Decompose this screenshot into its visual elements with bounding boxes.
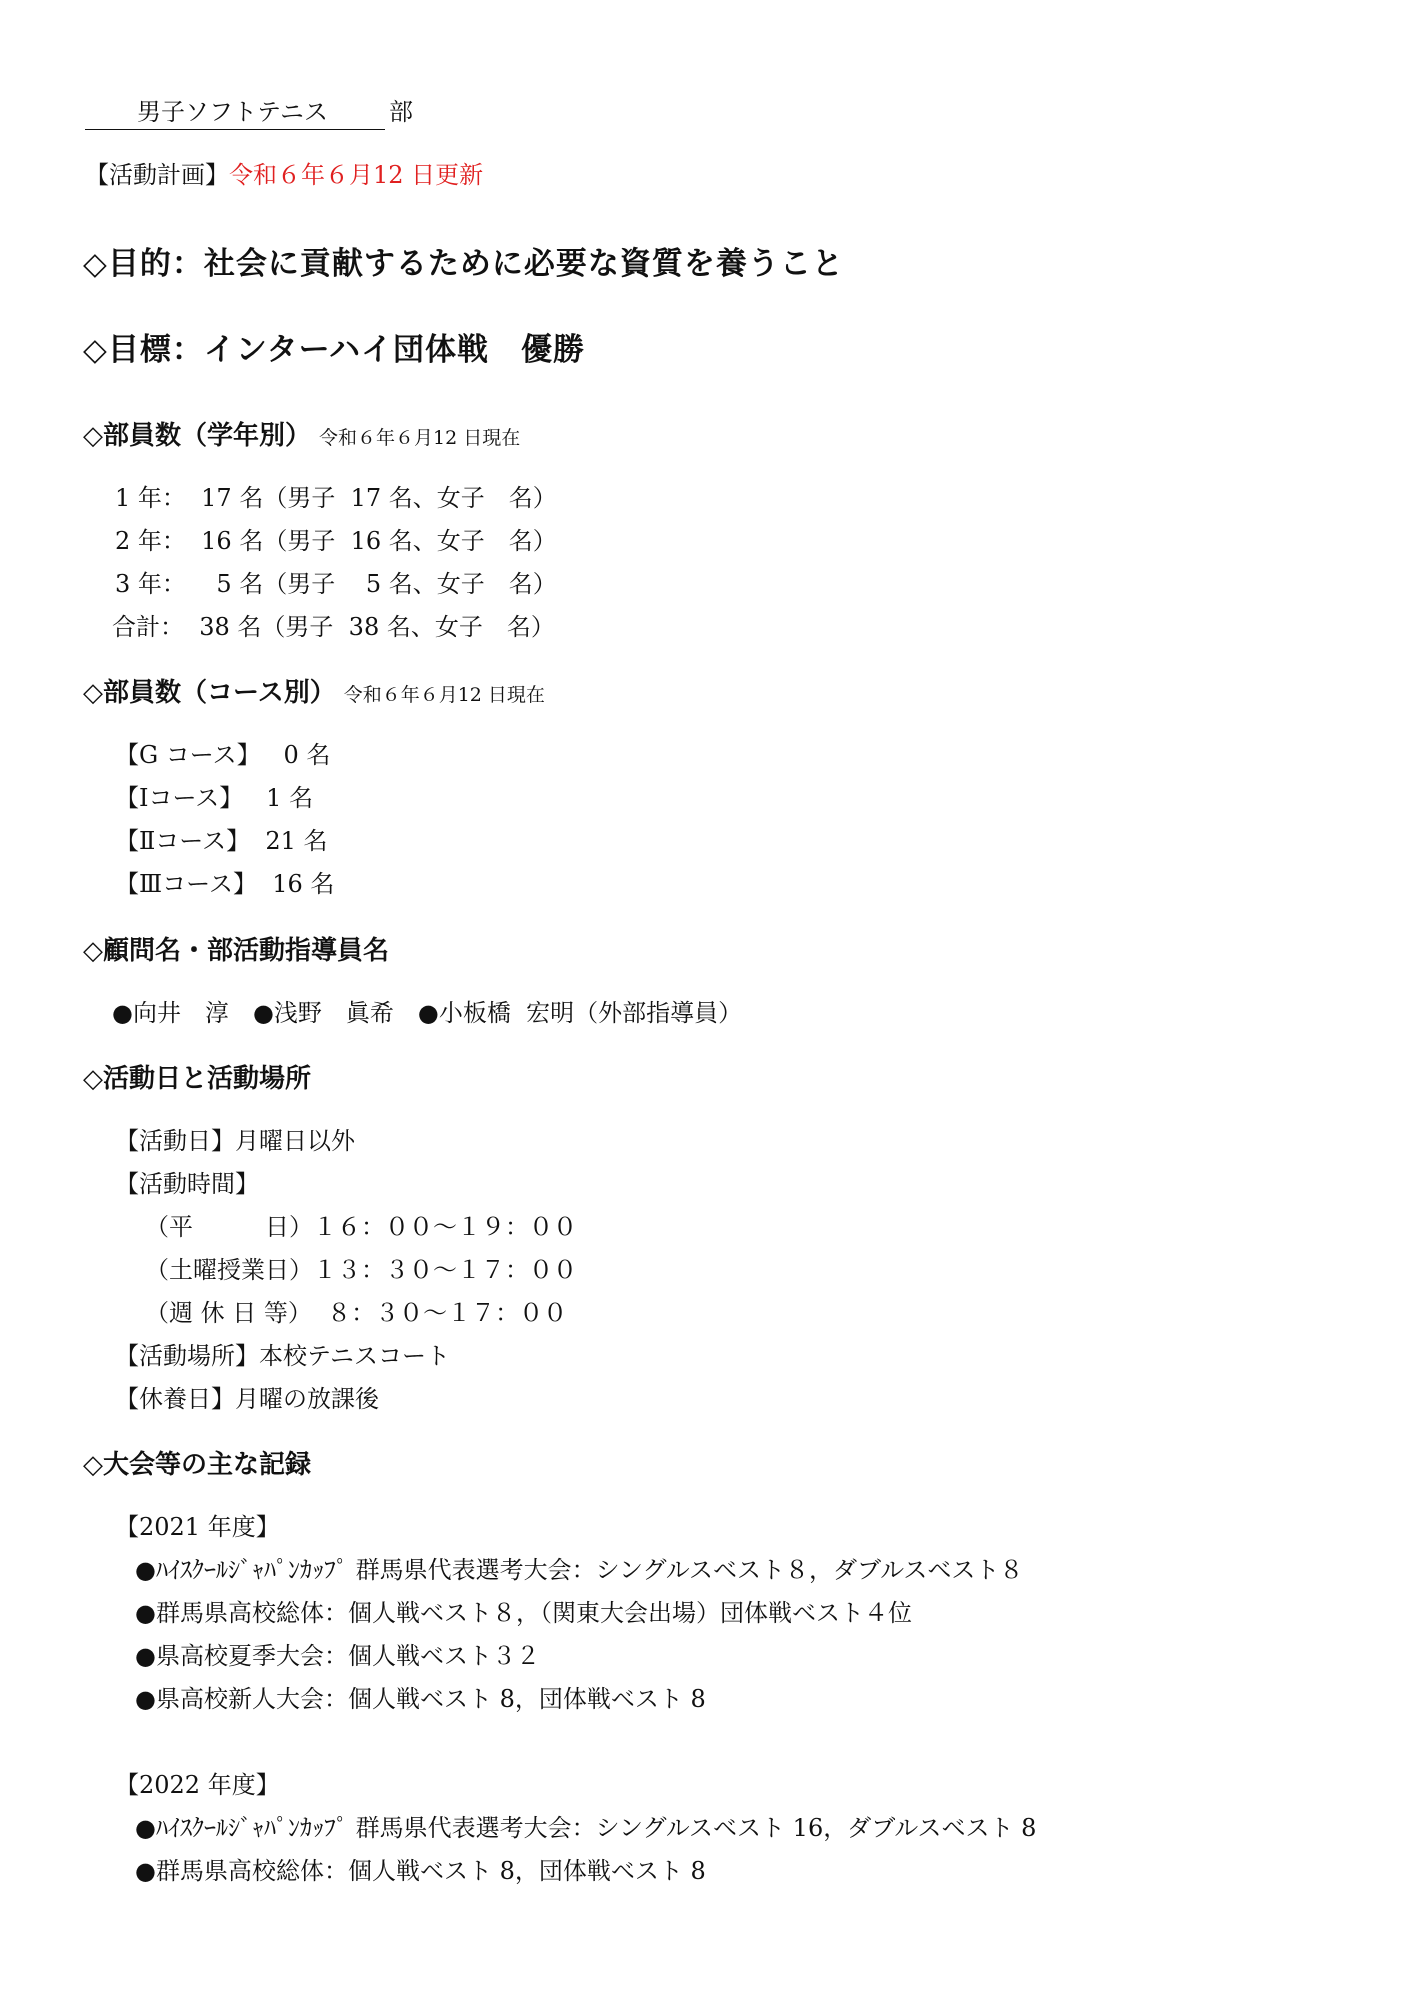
- record-item: ●群馬県高校総体：個人戦ベスト８，（関東大会出場）団体戦ベスト４位: [135, 1599, 912, 1627]
- members-grade-heading: [83, 415, 520, 452]
- activity-time-row: （土曜授業日）１３：３０～１７：００: [145, 1256, 577, 1284]
- goal-heading: ◇目標：インターハイ団体戦 優勝: [83, 332, 586, 368]
- advisors-list: ●向井 淳 ●浅野 眞希 ●小板橋 宏明（外部指導員）: [112, 999, 743, 1027]
- activity-place: 【活動場所】本校テニスコート: [115, 1342, 451, 1370]
- members-course-heading: [83, 672, 545, 709]
- course-row: 【G コース】 0 名: [115, 741, 331, 769]
- updated-date: 令和６年６月12 日更新: [229, 161, 484, 189]
- plan-line: [85, 155, 483, 190]
- activity-rest-day: 【休養日】月曜の放課後: [115, 1385, 379, 1413]
- record-year-label: 【2021 年度】: [115, 1513, 280, 1541]
- grade-row: 1 年： 17 名（男子 17 名、女子 名）: [115, 484, 557, 512]
- grade-row: 2 年： 16 名（男子 16 名、女子 名）: [115, 527, 557, 555]
- activity-heading: ◇活動日と活動場所: [83, 1064, 311, 1094]
- purpose-heading: ◇目的：社会に貢献するために必要な資質を養うこと: [83, 246, 844, 282]
- record-item: ●ﾊｲｽｸｰﾙｼﾞｬﾊﾟﾝｶｯﾌﾟ 群馬県代表選考大会：シングルスベスト 16，ダブルスベスト 8: [135, 1814, 1037, 1842]
- record-year-label: 【2022 年度】: [115, 1771, 280, 1799]
- grade-row: 3 年： 5 名（男子 5 名、女子 名）: [115, 570, 557, 598]
- members-grade-asof: 令和６年６月12 日現在: [319, 427, 521, 449]
- activity-time-row: （平 日）１６：００～１９：００: [145, 1213, 577, 1241]
- record-item: ●ﾊｲｽｸｰﾙｼﾞｬﾊﾟﾝｶｯﾌﾟ 群馬県代表選考大会：シングルスベスト８，ダブルスベスト８: [135, 1556, 1024, 1584]
- plan-label: 【活動計画】: [85, 161, 229, 189]
- course-row: 【Ⅲコース】 16 名: [115, 870, 335, 898]
- members-grade-title: ◇部員数（学年別）: [83, 421, 311, 451]
- records-heading: ◇大会等の主な記録: [83, 1450, 311, 1480]
- activity-time-row: （週 休 日 等） ８：３０～１７：００: [145, 1299, 568, 1327]
- record-item: ●群馬県高校総体：個人戦ベスト 8，団体戦ベスト 8: [135, 1857, 706, 1885]
- course-row: 【Ⅱコース】 21 名: [115, 827, 328, 855]
- members-course-asof: 令和６年６月12 日現在: [343, 684, 545, 706]
- activity-time-label: 【活動時間】: [115, 1170, 259, 1198]
- course-row: 【Ⅰコース】 1 名: [115, 784, 314, 812]
- advisors-heading: ◇顧問名・部活動指導員名: [83, 936, 389, 966]
- members-course-title: ◇部員数（コース別）: [83, 678, 336, 708]
- club-name: 男子ソフトテニス: [85, 92, 385, 130]
- record-item: ●県高校新人大会：個人戦ベスト 8，団体戦ベスト 8: [135, 1685, 706, 1713]
- club-suffix: 部: [389, 98, 413, 126]
- activity-days: 【活動日】月曜日以外: [115, 1127, 355, 1155]
- grade-row-total: 合計： 38 名（男子 38 名、女子 名）: [112, 613, 555, 641]
- record-item: ●県高校夏季大会：個人戦ベスト３２: [135, 1642, 540, 1670]
- club-name-line: [85, 92, 413, 130]
